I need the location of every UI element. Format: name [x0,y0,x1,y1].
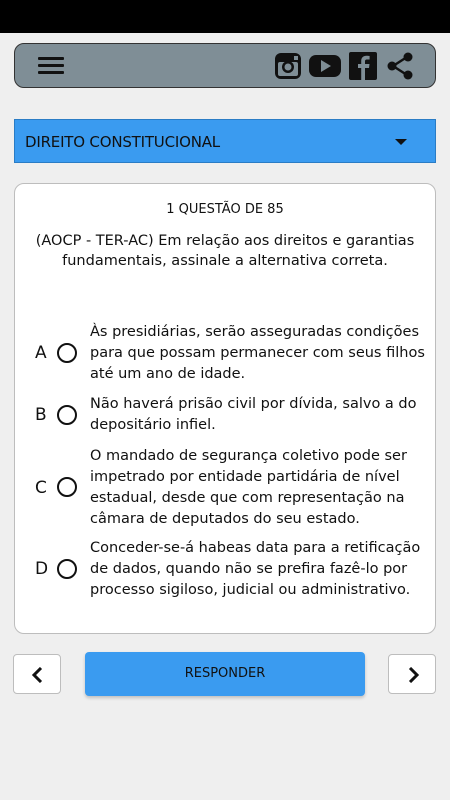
previous-button[interactable] [13,654,61,694]
option-a-radio[interactable] [57,343,77,363]
option-c[interactable] [15,446,435,530]
option-c-radio[interactable] [57,477,77,497]
answer-button-label: RESPONDER [184,666,266,681]
option-text: Conceder-se-á habeas data para a retificação de dados, quando não se prefira fazê-lo por processo sigiloso, judicial ou administrativo. [90,540,421,598]
youtube-icon[interactable] [308,51,338,81]
option-d-radio[interactable] [57,559,77,579]
option-letter: A [35,343,47,363]
option-b-radio[interactable] [57,405,77,425]
option-a[interactable] [15,322,435,386]
subject-dropdown[interactable] [14,119,436,163]
option-d[interactable] [15,538,435,602]
facebook-icon[interactable] [348,51,378,81]
option-text: O mandado de segurança coletivo pode ser impetrado por entidade partidária de nível estadual, desde que com representação na câmara de deputados do seu estado. [90,448,407,527]
chevron-right-icon [406,667,420,683]
option-letter: B [35,405,47,425]
caret-down-icon [395,139,407,145]
share-icon[interactable] [385,51,415,81]
option-text: Às presidiárias, serão asseguradas condições para que possam permanecer com seus filhos até um ano de idade. [90,324,425,382]
question-text: (AOCP - TER-AC) Em relação aos direitos e garantias fundamentais, assinale a alternativa correta. [35,233,415,269]
option-text: Não haverá prisão civil por dívida, salvo a do depositário infiel. [90,396,417,433]
option-b[interactable] [15,394,435,436]
top-toolbar [14,43,436,88]
option-letter: C [35,478,47,498]
next-button[interactable] [388,654,436,694]
answer-button[interactable] [85,652,365,696]
instagram-icon[interactable] [273,51,303,81]
question-card [14,183,436,634]
chevron-left-icon [31,667,45,683]
subject-dropdown-value: DIREITO CONSTITUCIONAL [25,133,220,151]
question-counter: 1 QUESTÃO DE 85 [166,202,284,217]
status-bar [0,0,450,33]
option-letter: D [35,559,49,579]
menu-icon[interactable] [38,57,64,75]
